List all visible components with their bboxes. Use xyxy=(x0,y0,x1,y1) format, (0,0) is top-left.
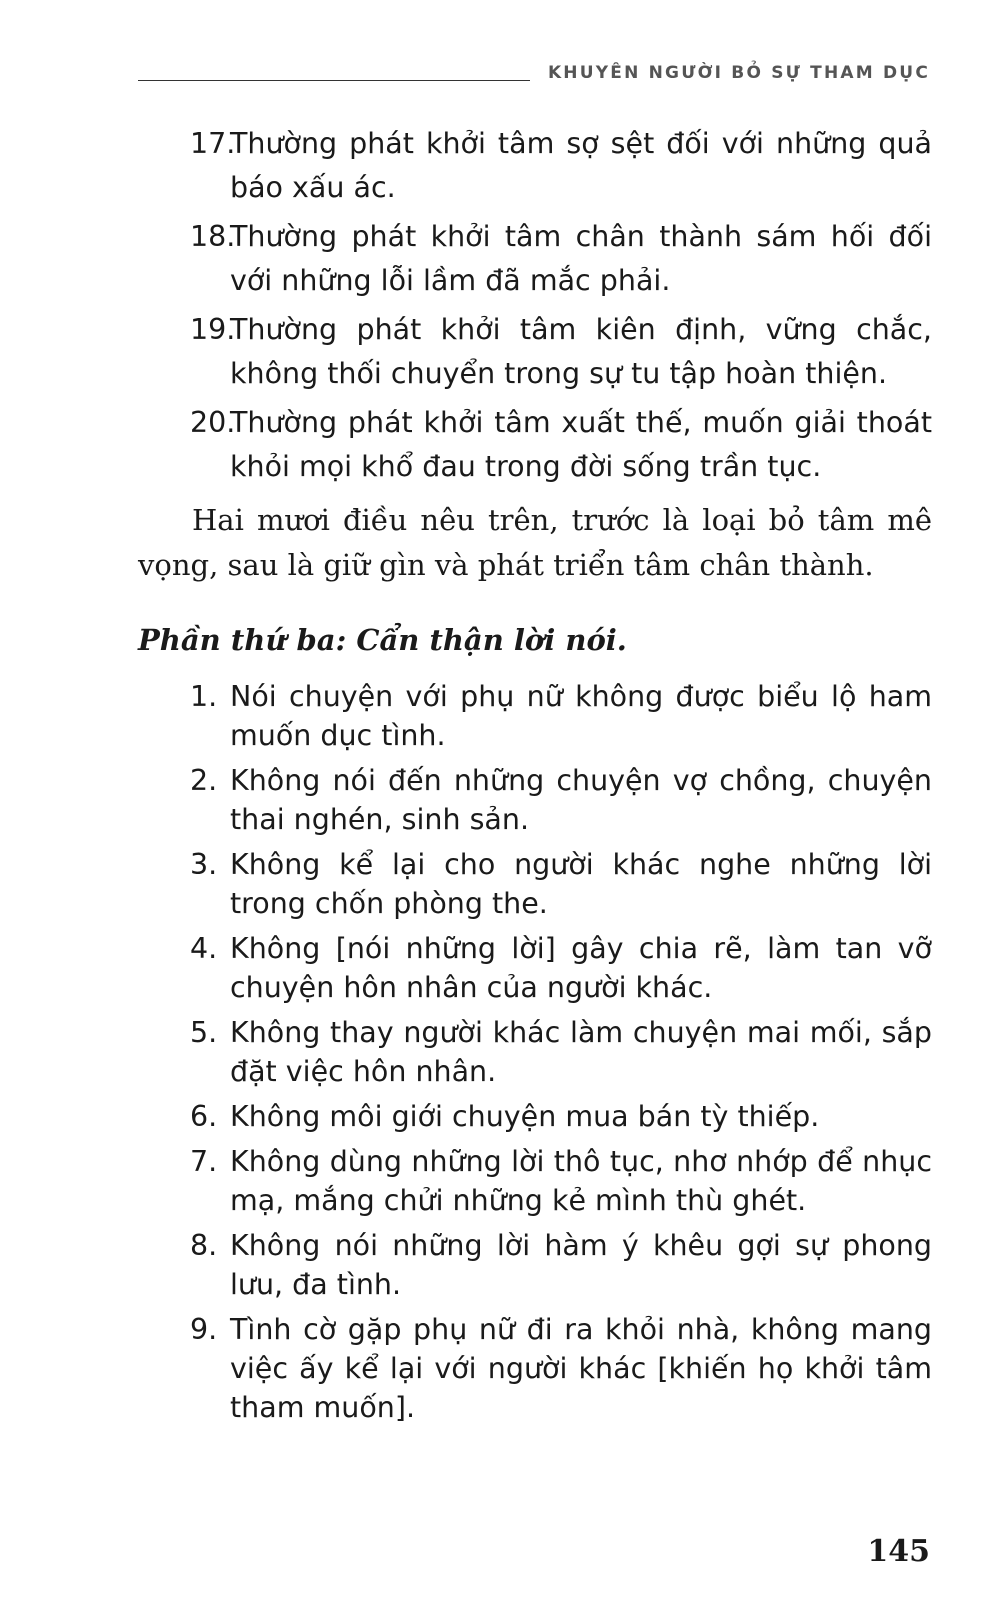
list-item xyxy=(138,845,932,923)
list-item-number: 19. xyxy=(190,313,236,346)
list-item xyxy=(138,677,932,755)
list-item xyxy=(138,215,932,303)
list-item xyxy=(138,1097,932,1136)
list-item xyxy=(138,1142,932,1220)
list-item-number: 6. xyxy=(190,1100,218,1133)
list-item xyxy=(138,1013,932,1091)
list-item-number: 9. xyxy=(190,1313,218,1346)
list-item-text: Không nói đến những chuyện vợ chồng, chuyện thai nghén, sinh sản. xyxy=(230,764,932,836)
list-item xyxy=(138,929,932,1007)
list-item-text: Không môi giới chuyện mua bán tỳ thiếp. xyxy=(230,1100,820,1133)
list-item-text: Nói chuyện với phụ nữ không được biểu lộ ham muốn dục tình. xyxy=(230,680,932,752)
list-item-text: Không [nói những lời] gây chia rẽ, làm tan vỡ chuyện hôn nhân của người khác. xyxy=(230,932,932,1004)
list-item-text: Không nói những lời hàm ý khêu gợi sự phong lưu, đa tình. xyxy=(230,1229,932,1301)
header-rule xyxy=(138,80,530,81)
numbered-list xyxy=(138,677,932,1433)
running-title: KHUYÊN NGƯỜI BỎ SỰ THAM DỤC xyxy=(547,63,930,83)
list-item-text: Không dùng những lời thô tục, nhơ nhớp để nhục mạ, mắng chửi những kẻ mình thù ghét. xyxy=(230,1145,932,1217)
list-item-number: 7. xyxy=(190,1145,218,1178)
list-item-text: Không kể lại cho người khác nghe những lời trong chốn phòng the. xyxy=(230,848,932,920)
list-item-text: Thường phát khởi tâm xuất thế, muốn giải thoát khỏi mọi khổ đau trong đời sống trần tục. xyxy=(230,406,932,483)
list-item-number: 20. xyxy=(190,406,236,439)
list-item-number: 1. xyxy=(190,680,218,713)
list-item-number: 2. xyxy=(190,764,218,797)
list-item-text: Thường phát khởi tâm sợ sệt đối với những quả báo xấu ác. xyxy=(230,127,932,204)
list-item-number: 4. xyxy=(190,932,218,965)
list-item-number: 17. xyxy=(190,127,236,160)
list-item xyxy=(138,1310,932,1427)
page-number: 145 xyxy=(867,1534,930,1569)
list-item xyxy=(138,1226,932,1304)
list-item-text: Không thay người khác làm chuyện mai mối, sắp đặt việc hôn nhân. xyxy=(230,1016,932,1088)
list-item-number: 5. xyxy=(190,1016,218,1049)
running-header xyxy=(138,58,930,88)
list-item-number: 8. xyxy=(190,1229,218,1262)
list-item xyxy=(138,308,932,396)
list-item-text: Tình cờ gặp phụ nữ đi ra khỏi nhà, không mang việc ấy kể lại với người khác [khiến họ khởi tâm tham muốn]. xyxy=(230,1313,932,1424)
list-item xyxy=(138,122,932,210)
list-item xyxy=(138,761,932,839)
list-item-text: Thường phát khởi tâm chân thành sám hối đối với những lỗi lầm đã mắc phải. xyxy=(230,220,932,297)
section-title: Phần thứ ba: Cẩn thận lời nói. xyxy=(138,623,627,657)
list-item-number: 18. xyxy=(190,220,236,253)
list-item xyxy=(138,401,932,489)
summary-paragraph: Hai mươi điều nêu trên, trước là loại bỏ tâm mê vọng, sau là giữ gìn và phát triển tâm chân thành. xyxy=(138,503,932,582)
list-item-text: Thường phát khởi tâm kiên định, vững chắc, không thối chuyển trong sự tu tập hoàn thiện. xyxy=(230,313,932,390)
list-item-number: 3. xyxy=(190,848,218,881)
numbered-list-continued xyxy=(138,122,932,494)
